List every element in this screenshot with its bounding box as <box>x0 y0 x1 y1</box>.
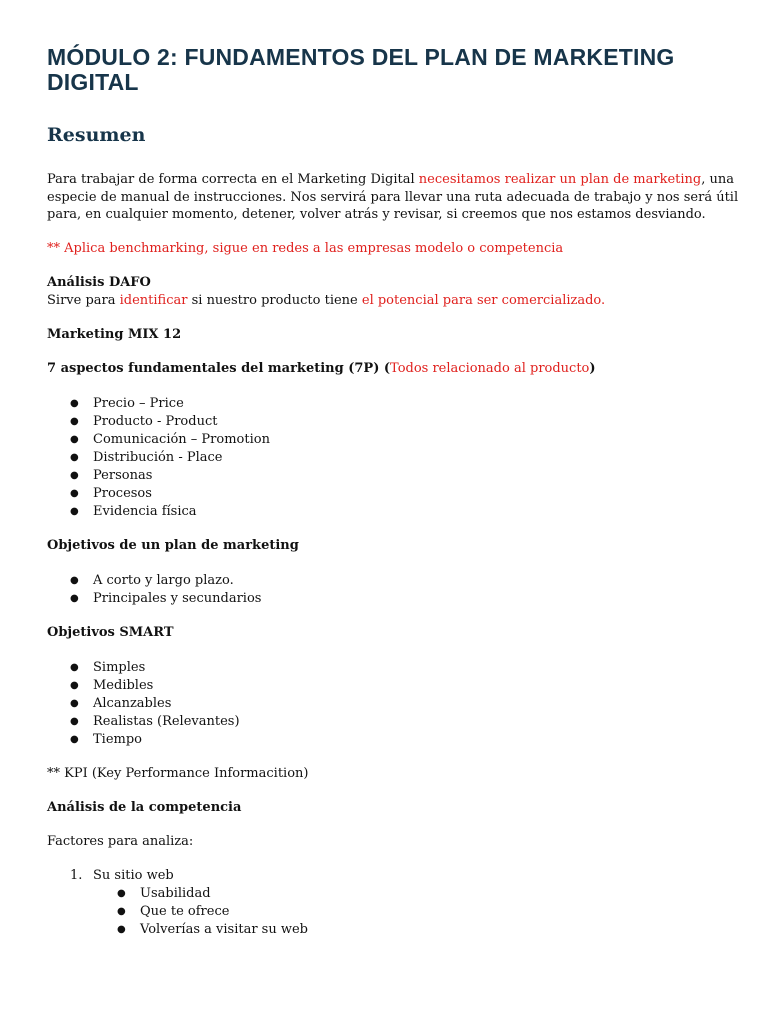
list-number: 1. <box>70 868 83 883</box>
smart-item: Medibles <box>93 678 154 693</box>
page-title-line-2: DIGITAL <box>47 69 139 95</box>
dafo-text <box>47 292 605 310</box>
smart-item: Realistas (Relevantes) <box>93 714 240 729</box>
objetivos-heading: Objetivos de un plan de marketing <box>47 538 299 553</box>
bullet-icon: ● <box>70 575 79 586</box>
bullet-icon: ● <box>70 488 79 499</box>
bullet-icon: ● <box>117 924 126 935</box>
bullet-icon: ● <box>70 593 79 604</box>
factores-item: Su sitio web <box>93 868 174 883</box>
bullet-icon: ● <box>70 716 79 727</box>
seven-p-item: Comunicación – Promotion <box>93 432 270 447</box>
mix-heading: Marketing MIX 12 <box>47 327 182 342</box>
bullet-icon: ● <box>70 734 79 745</box>
bullet-icon: ● <box>70 416 79 427</box>
intro-text: , una <box>701 172 734 187</box>
dafo-highlight: el potencial para ser comercializado. <box>361 293 606 308</box>
factores-subitem: Que te ofrece <box>140 904 230 919</box>
dafo-text-part: Sirve para <box>47 293 120 308</box>
factores-subitem: Volverías a visitar su web <box>140 922 308 937</box>
dafo-highlight: identificar <box>119 293 188 308</box>
bullet-icon: ● <box>70 398 79 409</box>
bullet-icon: ● <box>117 906 126 917</box>
seven-p-highlight: Todos relacionado al producto <box>390 361 590 376</box>
bullet-icon: ● <box>117 888 126 899</box>
intro-line-2: especie de manual de instrucciones. Nos servirá para llevar una ruta adecuada de trabajo y nos será útil <box>47 190 739 205</box>
seven-p-item: Producto - Product <box>93 414 218 429</box>
bullet-icon: ● <box>70 506 79 517</box>
bullet-icon: ● <box>70 680 79 691</box>
seven-p-item: Personas <box>93 468 153 483</box>
seven-p-heading <box>47 360 596 378</box>
dafo-text-part: si nuestro producto tiene <box>187 293 362 308</box>
bullet-icon: ● <box>70 470 79 481</box>
intro-line-3: para, en cualquier momento, detener, volver atrás y revisar, si creemos que nos estamos desviando. <box>47 207 706 222</box>
seven-p-item: Precio – Price <box>93 396 184 411</box>
smart-heading: Objetivos SMART <box>47 625 174 640</box>
bullet-icon: ● <box>70 698 79 709</box>
smart-item: Simples <box>93 660 146 675</box>
seven-p-heading-text: ) <box>589 361 596 376</box>
seven-p-item: Evidencia física <box>93 504 197 519</box>
factores-label: Factores para analiza: <box>47 834 194 849</box>
kpi-note: ** KPI (Key Performance Informacition) <box>47 766 309 781</box>
bullet-icon: ● <box>70 452 79 463</box>
smart-item: Alcanzables <box>93 696 172 711</box>
smart-item: Tiempo <box>93 732 142 747</box>
seven-p-item: Distribución - Place <box>93 450 223 465</box>
benchmark-note: ** Aplica benchmarking, sigue en redes a las empresas modelo o competencia <box>47 241 564 256</box>
objetivos-item: A corto y largo plazo. <box>93 573 234 588</box>
factores-subitem: Usabilidad <box>140 886 211 901</box>
page-title-line-1: MÓDULO 2: FUNDAMENTOS DEL PLAN DE MARKETING <box>47 44 675 70</box>
objetivos-item: Principales y secundarios <box>93 591 262 606</box>
seven-p-item: Procesos <box>93 486 152 501</box>
bullet-icon: ● <box>70 662 79 673</box>
competencia-heading: Análisis de la competencia <box>47 800 242 815</box>
bullet-icon: ● <box>70 434 79 445</box>
section-heading-resumen: Resumen <box>47 124 146 146</box>
dafo-heading: Análisis DAFO <box>47 275 151 290</box>
intro-highlight: necesitamos realizar un plan de marketing <box>418 172 702 187</box>
intro-line-1 <box>47 171 734 189</box>
seven-p-heading-text: 7 aspectos fundamentales del marketing (7P) ( <box>47 361 391 376</box>
intro-text: Para trabajar de forma correcta en el Marketing Digital <box>47 172 419 187</box>
